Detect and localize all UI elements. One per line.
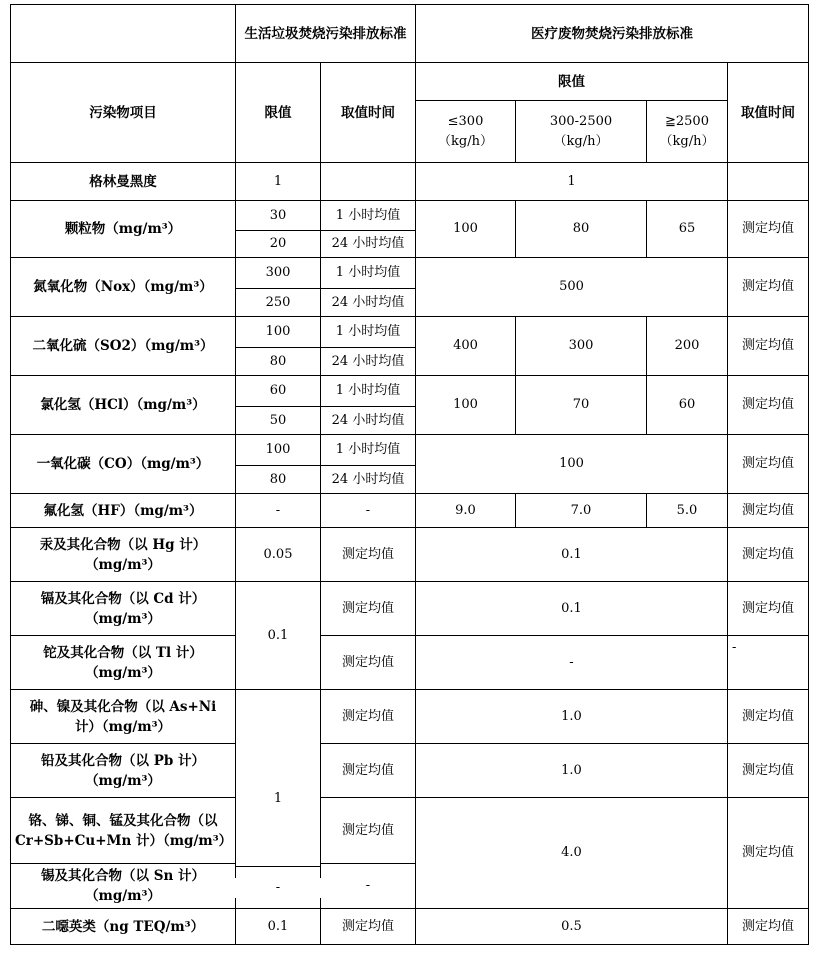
cell-value: 50 (236, 407, 321, 435)
cell-value: 100 (236, 317, 321, 348)
row-hcl-name: 氯化氢（HCl）（mg/m³） (11, 376, 236, 435)
cell-value: 100 (416, 376, 516, 435)
cell-value: 测定均值 (728, 909, 809, 945)
cell-value: 500 (416, 258, 728, 317)
cell-value: 测定均值 (728, 201, 809, 258)
cell-value: 测定均值 (728, 435, 809, 494)
medical-time-header: 取值时间 (728, 63, 809, 163)
cell-value: 300 (516, 317, 647, 376)
cell-value: - (728, 636, 809, 690)
cell-value: 测定均值 (728, 317, 809, 376)
cell-value: - (321, 864, 416, 909)
cell-value: 100 (416, 201, 516, 258)
row-hf-name: 氟化氢（HF）（mg/m³） (11, 494, 236, 528)
sn-limit-value: - (235, 878, 321, 898)
cell-value: 20 (236, 231, 321, 258)
row-tl-name: 铊及其化合物（以 Tl 计） （mg/m³） (11, 636, 236, 690)
sn-limit-divider (235, 866, 321, 867)
cell-value: 测定均值 (728, 494, 809, 528)
capacity-300-2500-header: 300-2500 （kg/h） (516, 101, 647, 163)
cell-value: 1 小时均值 (321, 435, 416, 466)
cell-value: 5.0 (647, 494, 728, 528)
cell-value: 1.0 (416, 744, 728, 798)
cell-value: 测定均值 (728, 258, 809, 317)
row-hg-name: 汞及其化合物（以 Hg 计） （mg/m³） (11, 528, 236, 582)
cell-value: 1 (416, 163, 728, 201)
cell-value: 30 (236, 201, 321, 231)
cell-value: 测定均值 (728, 376, 809, 435)
row-dioxin-name: 二噁英类（ng TEQ/m³） (11, 909, 236, 945)
cell-value: 80 (516, 201, 647, 258)
cell-value: 1 (236, 690, 321, 909)
cell-value: 0.1 (416, 582, 728, 636)
cell-value: 1 小时均值 (321, 376, 416, 407)
pollutant-item-header: 污染物项目 (11, 63, 236, 163)
row-pm-name: 颗粒物（mg/m³） (11, 201, 236, 258)
row-asni-name: 砷、镍及其化合物（以 As+Ni 计）（mg/m³） (11, 690, 236, 744)
cell-value: 1.0 (416, 690, 728, 744)
cell-value: 测定均值 (321, 528, 416, 582)
cell-value: 测定均值 (321, 582, 416, 636)
cell-value: - (236, 494, 321, 528)
cell-value: 24 小时均值 (321, 231, 416, 258)
cell-value: 测定均值 (728, 582, 809, 636)
row-nox-name: 氮氧化物（Nox）（mg/m³） (11, 258, 236, 317)
row-cd-name: 镉及其化合物（以 Cd 计） （mg/m³） (11, 582, 236, 636)
municipal-standard-header: 生活垃圾焚烧污染排放标准 (236, 5, 416, 63)
medical-limit-header: 限值 (416, 63, 728, 101)
cell-value: 80 (236, 466, 321, 494)
cell-value: 300 (236, 258, 321, 289)
row-co-name: 一氧化碳（CO）（mg/m³） (11, 435, 236, 494)
row-sn-name: 锡及其化合物（以 Sn 计） （mg/m³） (11, 864, 236, 909)
cell-value: 测定均值 (321, 690, 416, 744)
cell-value: 400 (416, 317, 516, 376)
cell-value: 200 (647, 317, 728, 376)
cell-value: 60 (647, 376, 728, 435)
cell-value: 24 小时均值 (321, 407, 416, 435)
row-pb-name: 铅及其化合物（以 Pb 计） （mg/m³） (11, 744, 236, 798)
corner-cell (11, 5, 236, 63)
medical-standard-header: 医疗废物焚烧污染排放标准 (416, 5, 809, 63)
cell-value: 1 小时均值 (321, 201, 416, 231)
cell-value (321, 163, 416, 201)
cell-value: 0.1 (236, 582, 321, 690)
cell-value: 24 小时均值 (321, 466, 416, 494)
cell-value: 测定均值 (728, 528, 809, 582)
cell-value: 60 (236, 376, 321, 407)
cell-value (728, 163, 809, 201)
row-so2-name: 二氧化硫（SO2）（mg/m³） (11, 317, 236, 376)
cell-value: 0.05 (236, 528, 321, 582)
cell-value: 0.1 (416, 528, 728, 582)
capacity-ge2500-header: ≧2500 （kg/h） (647, 101, 728, 163)
cell-value: 1 小时均值 (321, 258, 416, 289)
cell-value: 测定均值 (728, 798, 809, 909)
cell-value: 1 小时均值 (321, 317, 416, 348)
cell-value: 7.0 (516, 494, 647, 528)
cell-value: 测定均值 (321, 744, 416, 798)
cell-value: 0.1 (236, 909, 321, 945)
cell-value: 测定均值 (728, 744, 809, 798)
cell-value: 100 (236, 435, 321, 466)
cell-value: 测定均值 (321, 798, 416, 864)
municipal-time-header: 取值时间 (321, 63, 416, 163)
emission-standards-table (10, 4, 809, 945)
cell-value: 24 小时均值 (321, 348, 416, 376)
cell-value: 测定均值 (728, 690, 809, 744)
cell-value: - (416, 636, 728, 690)
cell-value: 65 (647, 201, 728, 258)
row-ringelmann-name: 格林曼黑度 (11, 163, 236, 201)
row-cr-name: 铬、锑、铜、锰及其化合物（以 Cr+Sb+Cu+Mn 计）（mg/m³） (11, 798, 236, 864)
municipal-limit-header: 限值 (236, 63, 321, 163)
cell-value: 4.0 (416, 798, 728, 909)
cell-value: 9.0 (416, 494, 516, 528)
cell-value: 0.5 (416, 909, 728, 945)
cell-value: 100 (416, 435, 728, 494)
cell-value: - (321, 494, 416, 528)
cell-value: 1 (236, 163, 321, 201)
cell-value: 80 (236, 348, 321, 376)
cell-value: 测定均值 (321, 636, 416, 690)
capacity-le300-header: ≤300 （kg/h） (416, 101, 516, 163)
cell-value: 24 小时均值 (321, 289, 416, 317)
cell-value: 250 (236, 289, 321, 317)
cell-value: 测定均值 (321, 909, 416, 945)
cell-value: 70 (516, 376, 647, 435)
